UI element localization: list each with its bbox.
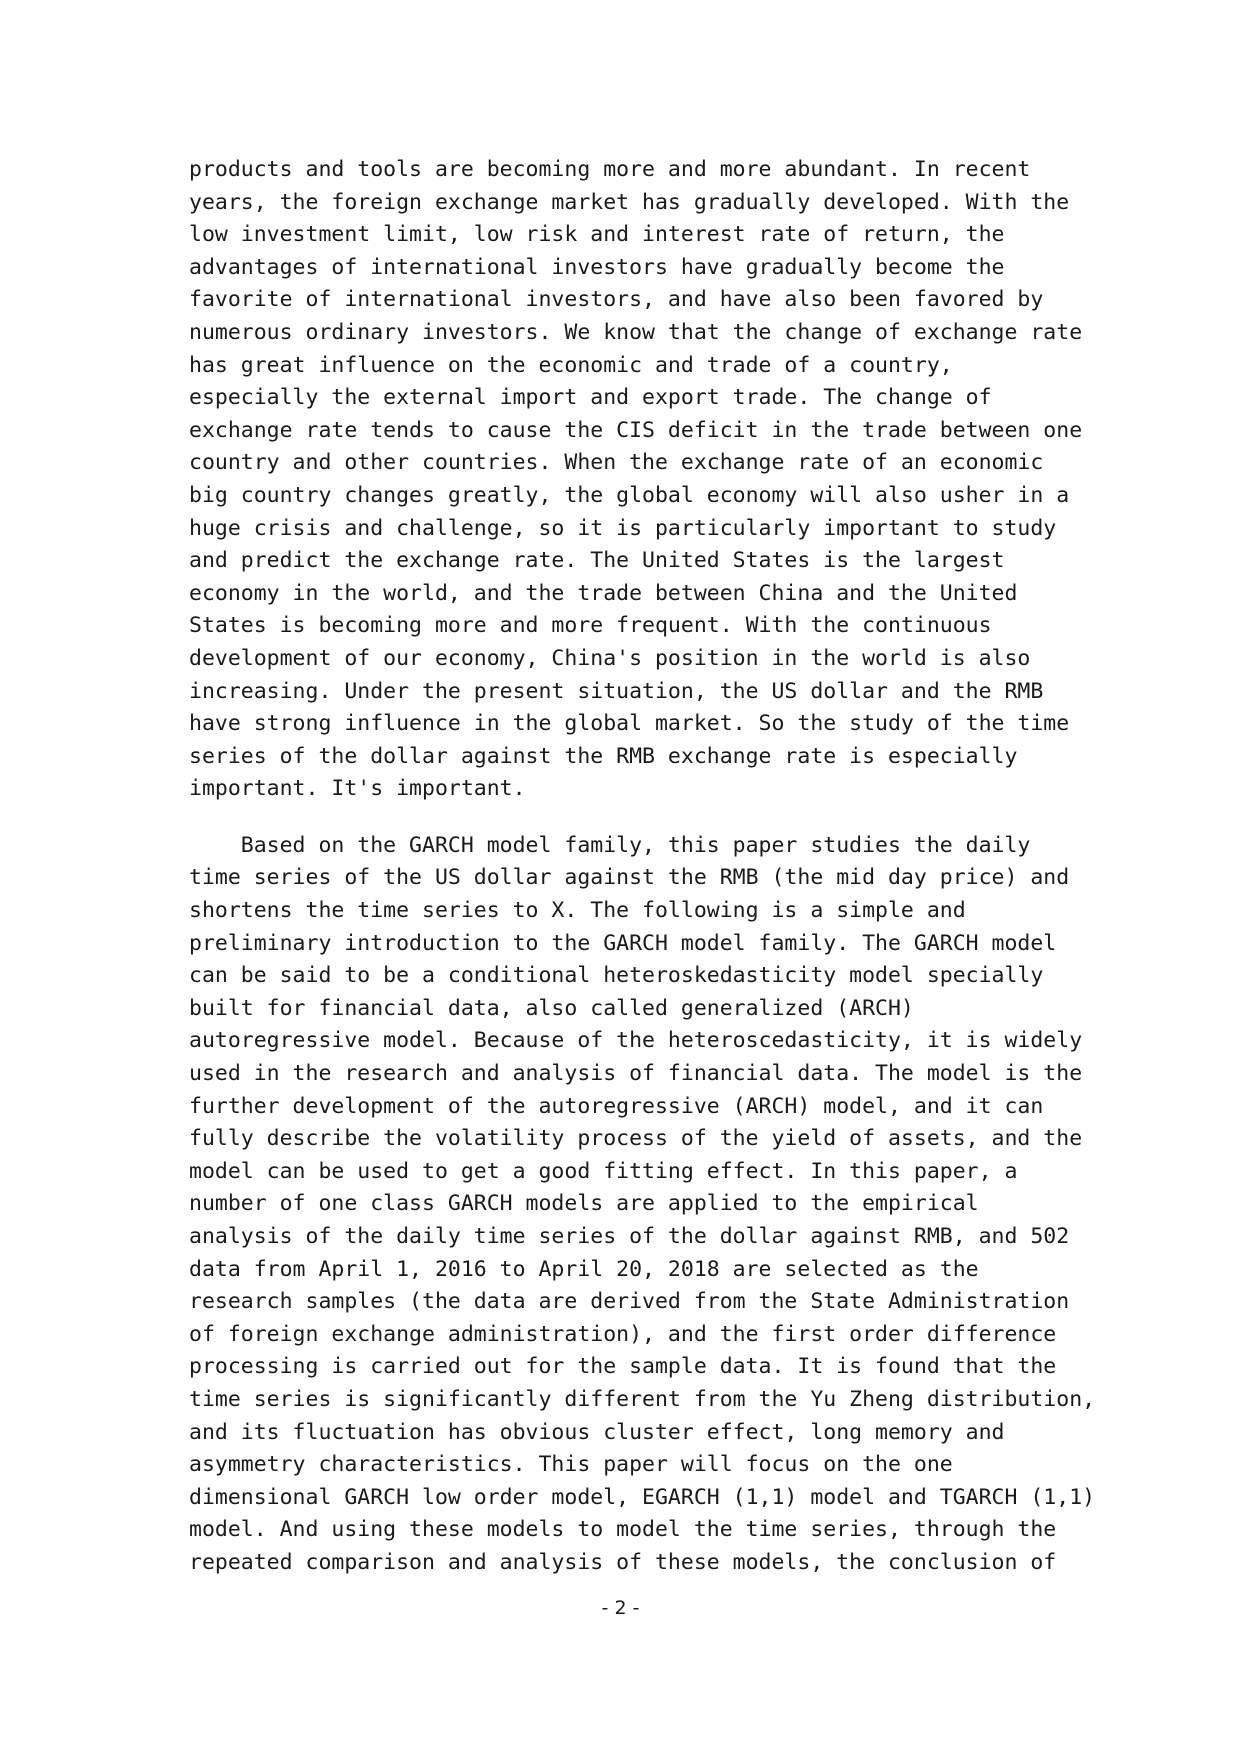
text-line: economy in the world, and the trade between China and the United bbox=[189, 580, 1018, 606]
text-line: data from April 1, 2016 to April 20, 2018 are selected as the bbox=[189, 1256, 979, 1282]
text-line: time series of the US dollar against the RMB (the mid day price) and bbox=[189, 865, 1070, 891]
text-line: especially the external import and export trade. The change of bbox=[189, 385, 992, 411]
text-line: shortens the time series to X. The following is a simple and bbox=[189, 898, 966, 924]
text-line: can be said to be a conditional heteroskedasticity model specially bbox=[189, 963, 1044, 989]
text-line: has great influence on the economic and trade of a country, bbox=[189, 352, 953, 378]
text-line: series of the dollar against the RMB exchange rate is especially bbox=[189, 743, 1018, 769]
text-line: and predict the exchange rate. The United States is the largest bbox=[189, 548, 1005, 574]
page-number: - 2 - bbox=[601, 1597, 640, 1619]
text-line: exchange rate tends to cause the CIS deficit in the trade between one bbox=[189, 417, 1083, 443]
text-line: States is becoming more and more frequent. With the continuous bbox=[189, 613, 992, 639]
text-line: huge crisis and challenge, so it is particularly important to study bbox=[189, 515, 1057, 541]
text-line: big country changes greatly, the global economy will also usher in a bbox=[189, 482, 1070, 508]
text-line: model. And using these models to model the time series, through the bbox=[189, 1517, 1057, 1543]
paragraph bbox=[189, 830, 1096, 1580]
text-line: time series is significantly different from the Yu Zheng distribution, bbox=[189, 1386, 1096, 1412]
text-line: number of one class GARCH models are applied to the empirical bbox=[189, 1191, 979, 1217]
text-line: and its fluctuation has obvious cluster effect, long memory and bbox=[189, 1419, 1005, 1445]
text-line: advantages of international investors have gradually become the bbox=[189, 254, 1005, 280]
text-line: used in the research and analysis of financial data. The model is the bbox=[189, 1061, 1083, 1087]
paragraph bbox=[189, 154, 1083, 806]
text-line: model can be used to get a good fitting effect. In this paper, a bbox=[189, 1158, 1018, 1184]
text-line: numerous ordinary investors. We know that the change of exchange rate bbox=[189, 319, 1083, 345]
text-line: important. It's important. bbox=[189, 776, 526, 802]
text-line: preliminary introduction to the GARCH model family. The GARCH model bbox=[189, 930, 1057, 956]
text-line: of foreign exchange administration), and the first order difference bbox=[189, 1321, 1057, 1347]
body-text bbox=[189, 154, 1096, 1580]
text-line: dimensional GARCH low order model, EGARCH (1,1) model and TGARCH (1,1) bbox=[189, 1484, 1096, 1510]
paragraph-gap bbox=[189, 806, 1069, 830]
text-line: favorite of international investors, and have also been favored by bbox=[189, 287, 1044, 313]
text-line: research samples (the data are derived from the State Administration bbox=[189, 1289, 1070, 1315]
text-line: increasing. Under the present situation, the US dollar and the RMB bbox=[189, 678, 1044, 704]
text-line: have strong influence in the global market. So the study of the time bbox=[189, 711, 1070, 737]
text-line: products and tools are becoming more and more abundant. In recent bbox=[189, 157, 1031, 182]
text-line: built for financial data, also called generalized (ARCH) bbox=[189, 995, 914, 1021]
text-line: low investment limit, low risk and interest rate of return, the bbox=[189, 222, 1005, 248]
text-line: analysis of the daily time series of the dollar against RMB, and 502 bbox=[189, 1224, 1070, 1249]
text-line: asymmetry characteristics. This paper will focus on the one bbox=[189, 1452, 953, 1478]
text-line: autoregressive model. Because of the heteroscedasticity, it is widely bbox=[189, 1028, 1083, 1054]
text-line: fully describe the volatility process of the yield of assets, and the bbox=[189, 1126, 1083, 1152]
text-line: processing is carried out for the sample data. It is found that the bbox=[189, 1354, 1057, 1380]
text-line: development of our economy, China's position in the world is also bbox=[189, 645, 1031, 671]
text-line: country and other countries. When the exchange rate of an economic bbox=[189, 450, 1044, 476]
text-line: further development of the autoregressive (ARCH) model, and it can bbox=[189, 1093, 1044, 1119]
text-line: years, the foreign exchange market has gradually developed. With the bbox=[189, 189, 1070, 215]
text-line: Based on the GARCH model family, this paper studies the daily bbox=[189, 832, 1031, 858]
text-line: repeated comparison and analysis of these models, the conclusion of bbox=[189, 1549, 1057, 1575]
